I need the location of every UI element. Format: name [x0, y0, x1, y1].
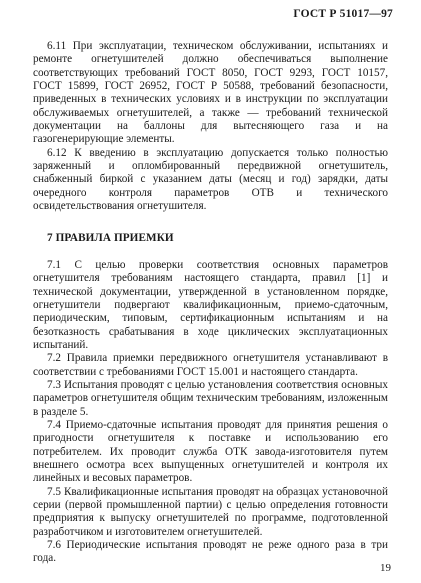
paragraph-7-1: 7.1 С целью проверки соответствия основных параметров огнетушителя требованиям настоящего стандарта, правил [1] и технической документации, утвержденной в установленном порядке, огнетушители подвергают квалификационным, приемо-сдаточным, периодическим, типовым, сертификационным испытаниям и на безотказность срабатывания в ходе циклических эксплуатационных испытаний.: [33, 258, 388, 351]
section-7-title: 7 ПРАВИЛА ПРИЕМКИ: [47, 232, 174, 245]
paragraph-7-6: 7.6 Периодические испытания проводят не реже одного раза в три года.: [33, 539, 388, 565]
page-body: [33, 40, 388, 566]
page-number: 19: [380, 562, 391, 574]
paragraph-7-4: 7.4 Приемо-сдаточные испытания проводят для принятия решения о пригодности огнетушителя к поставке и использованию его потребителем. Их проводит служба ОТК завода-изготовителя путем внешнего осмотра всех выпущенных огнетушителей и контроля их линейных и весовых параметров.: [33, 418, 388, 485]
paragraph-7-2: 7.2 Правила приемки передвижного огнетушителя устанавливают в соответствии с требованиями ГОСТ 15.001 и настоящего стандарта.: [33, 352, 388, 378]
paragraph-6-12: 6.12 К введению в эксплуатацию допускается только полностью заряженный и опломбированный передвижной огнетушитель, снабженный биркой с указанием даты (месяц и год) зарядки, даты очередного контроля параметров ОТВ и технического освидетельствования огнетушителя.: [33, 146, 388, 213]
paragraph-6-11: 6.11 При эксплуатации, техническом обслуживании, испытаниях и ремонте огнетушителей должно обеспечиваться выполнение соответствующих требований ГОСТ 8050, ГОСТ 9293, ГОСТ 10157, ГОСТ 15899, ГОСТ 26952, ГОСТ Р 50588, требований безопасности, приведенных в технических условиях и в инструкции по эксплуатации обслуживаемых огнетушителей, а также — требований технической документации на баллоны для вытесняющего газа и на газогенерирующие элементы.: [33, 40, 388, 146]
document-code-header: ГОСТ Р 51017—97: [293, 8, 393, 20]
paragraph-7-5: 7.5 Квалификационные испытания проводят на образцах установочной серии (первой промышленной партии) с целью определения готовности предприятия к выпуску огнетушителей по программе, подготовленной разработчиком и изготовителем огнетушителей.: [33, 485, 388, 538]
paragraph-7-3: 7.3 Испытания проводят с целью установления соответствия основных параметров огнетушителя общим техническим требованиям, изложенным в разделе 5.: [33, 378, 388, 418]
